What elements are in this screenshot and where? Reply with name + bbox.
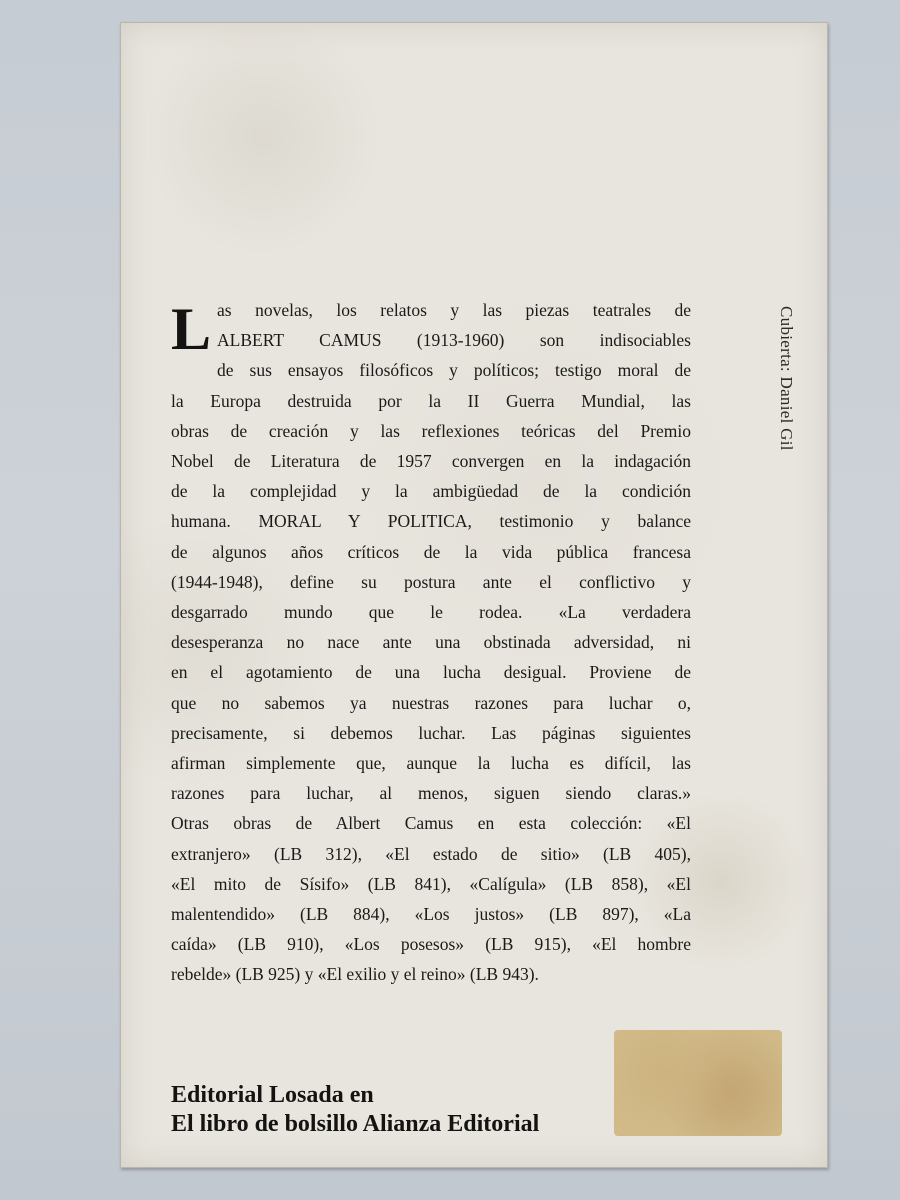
book-back-cover bbox=[120, 22, 828, 1168]
cover-credit: Cubierta: Daniel Gil bbox=[777, 306, 796, 451]
blurb-line: malentendido» (LB 884), «Los justos» (LB 897), «La bbox=[171, 904, 691, 925]
blurb-line: afirman simplemente que, aunque la lucha es difícil, las bbox=[171, 753, 691, 774]
blurb-line: en el agotamiento de una lucha desigual. Proviene de bbox=[171, 662, 691, 683]
blurb-line: que no sabemos ya nuestras razones para luchar o, bbox=[171, 692, 691, 713]
blurb-line: humana. MORAL Y POLITICA, testimonio y balance bbox=[171, 511, 691, 532]
blurb-line: obras de creación y las reflexiones teóricas del Premio bbox=[171, 420, 691, 441]
blurb-line: de sus ensayos filosóficos y políticos; testigo moral de bbox=[217, 360, 691, 381]
blurb-line: as novelas, los relatos y las piezas teatrales de bbox=[217, 300, 691, 320]
blurb-line: caída» (LB 910), «Los posesos» (LB 915), «El hombre bbox=[171, 934, 691, 955]
blurb-line: la Europa destruida por la II Guerra Mundial, las bbox=[171, 390, 691, 411]
publisher-line-1: Editorial Losada en bbox=[171, 1082, 374, 1108]
blurb-line: Nobel de Literatura de 1957 convergen en la indagación bbox=[171, 451, 691, 472]
blurb-line: de algunos años críticos de la vida pública francesa bbox=[171, 541, 691, 562]
price-sticker-residue bbox=[614, 1030, 782, 1136]
blurb-line: extranjero» (LB 312), «El estado de sitio» (LB 405), bbox=[171, 843, 691, 864]
blurb-line: «El mito de Sísifo» (LB 841), «Calígula» (LB 858), «El bbox=[171, 873, 691, 894]
blurb-line: Otras obras de Albert Camus en esta colección: «El bbox=[171, 813, 691, 834]
blurb-text bbox=[171, 295, 691, 990]
blurb-line: de la complejidad y la ambigüedad de la condición bbox=[171, 481, 691, 502]
drop-cap: L bbox=[171, 296, 212, 362]
blurb-line: razones para luchar, al menos, siguen siendo claras.» bbox=[171, 783, 691, 804]
publisher-imprint bbox=[171, 1081, 539, 1139]
blurb-line: rebelde» (LB 925) y «El exilio y el reino» (LB 943). bbox=[171, 964, 539, 985]
blurb-line: precisamente, si debemos luchar. Las páginas siguientes bbox=[171, 722, 691, 743]
blurb-line: desesperanza no nace ante una obstinada adversidad, ni bbox=[171, 632, 691, 653]
blurb-line: ALBERT CAMUS (1913-1960) son indisociables bbox=[217, 330, 691, 351]
blurb-paragraph bbox=[171, 295, 691, 990]
blurb-line: desgarrado mundo que le rodea. «La verdadera bbox=[171, 602, 691, 623]
publisher-line-2: El libro de bolsillo Alianza Editorial bbox=[171, 1111, 540, 1137]
blurb-line: (1944-1948), define su postura ante el conflictivo y bbox=[171, 571, 691, 592]
